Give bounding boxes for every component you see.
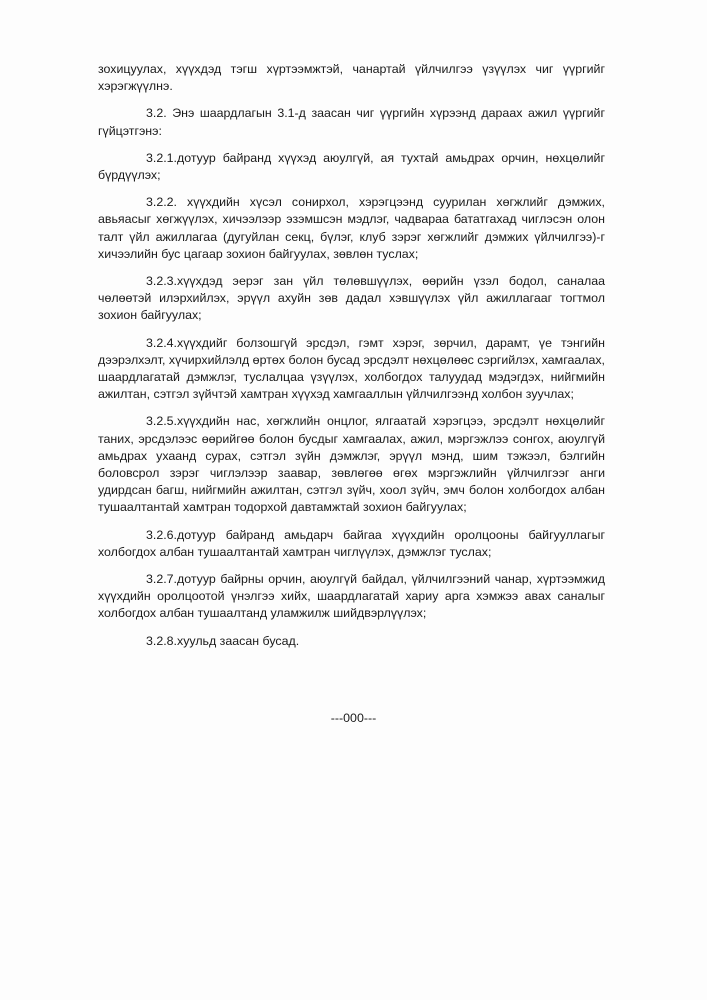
paragraph-3-2: 3.2. Энэ шаардлагын 3.1-д заасан чиг үүргийн хүрээнд дараах ажил үүргийг гүйцэтгэнэ: xyxy=(98,106,605,138)
paragraph-3-2-1: 3.2.1.дотуур байранд хүүхэд аюулгүй, ая тухтай амьдрах орчин, нөхцөлийг бүрдүүлэх; xyxy=(98,150,605,183)
paragraph-3-2-8: 3.2.8.хуульд заасан бусад. xyxy=(146,633,300,648)
paragraph-3-2-5: 3.2.5.хүүхдийн нас, хөгжлийн онцлог, ялгаатай хэрэгцээ, эрсдэлт нөхцөлийг таних, эрсдэлээс өөрийгөө болон бусдыг хамгаалах, ажил, мэргэжлээ сонгох, аюулгүй амьдрах ухаанд сурах, сэтгэл зүйн дэмжлэг, эрүүл мэнд, шим тэжээл, бэлгийн боловсрол зэрэг чиглэлээр заавар, зөвлөгөө өгөх мэргэжлийн үйлчилгээг анги удирдсан багш, нийгмийн ажилтан, сэтгэл зүйч, хоол зүйч, эмч болон холбогдох албан тушаалтантай хамтран тодорхой давтамжтай зохион байгуулах; xyxy=(98,414,605,515)
paragraph-3-2-2: 3.2.2. хүүхдийн хүсэл сонирхол, хэрэгцээнд суурилан хөгжлийг дэмжих, авьяасыг хөгжүүлэх, хичээлээр эзэмшсэн мэдлэг, чадвараа бататгахад чиглэсэн олон талт үйл ажиллагаа (дугуйлан секц, бүлэг, клуб зэрэг хөгжлийг дэмжих үйлчилгээ)-г хичээлийн бус цагаар зохион байгуулах, зөвлөн туслах; xyxy=(98,195,605,261)
paragraph-3-2-6: 3.2.6.дотуур байранд амьдарч байгаа хүүхдийн оролцооны байгууллагыг холбогдох албан тушаалтантай хамтран чиглүүлэх, дэмжлэг туслах; xyxy=(98,527,605,559)
end-mark: ---000--- xyxy=(330,711,377,725)
paragraph-3-2-7: 3.2.7.дотуур байрны орчин, аюулгүй байдал, үйлчилгээний чанар, хүртээмжид хүүхдийн оролцоотой үнэлгээ хийх, шаардлагатай хариу арга хэмжээ авах саналыг холбогдох албан тушаалтанд уламжилж шийдвэрлүүлэх; xyxy=(98,572,605,621)
paragraph-3-2-4: 3.2.4.хүүхдийг болзошгүй эрсдэл, гэмт хэрэг, зөрчил, дарамт, үе тэнгийн дээрэлхэлт, хүчирхийлэлд өртөх болон бусад эрсдэлт нөхцөлөөс сэргийлэх, хамгаалах, шаардлагатай дэмжлэг, туслалцаа үзүүлэх, холбогдох талуудад мэдэгдэх, нийгмийн ажилтан, сэтгэл зүйчтэй хамтран хүүхэд хамгааллын үйлчилгээнд холбон зуучлах; xyxy=(98,335,605,402)
paragraph-3-2-3: 3.2.3.хүүхдэд эерэг зан үйл төлөвшүүлэх, өөрийн үзэл бодол, саналаа чөлөөтэй илэрхийлэх, эрүүл ахуйн зөв дадал хэвшүүлэх үйл ажиллагааг тогтмол зохион байгуулах; xyxy=(98,274,605,323)
paragraph-continuation: зохицуулах, хүүхдэд тэгш хүртээмжтэй, чанартай үйлчилгээ үзүүлэх чиг үүргийг хэрэгжүүлнэ. xyxy=(98,62,605,94)
